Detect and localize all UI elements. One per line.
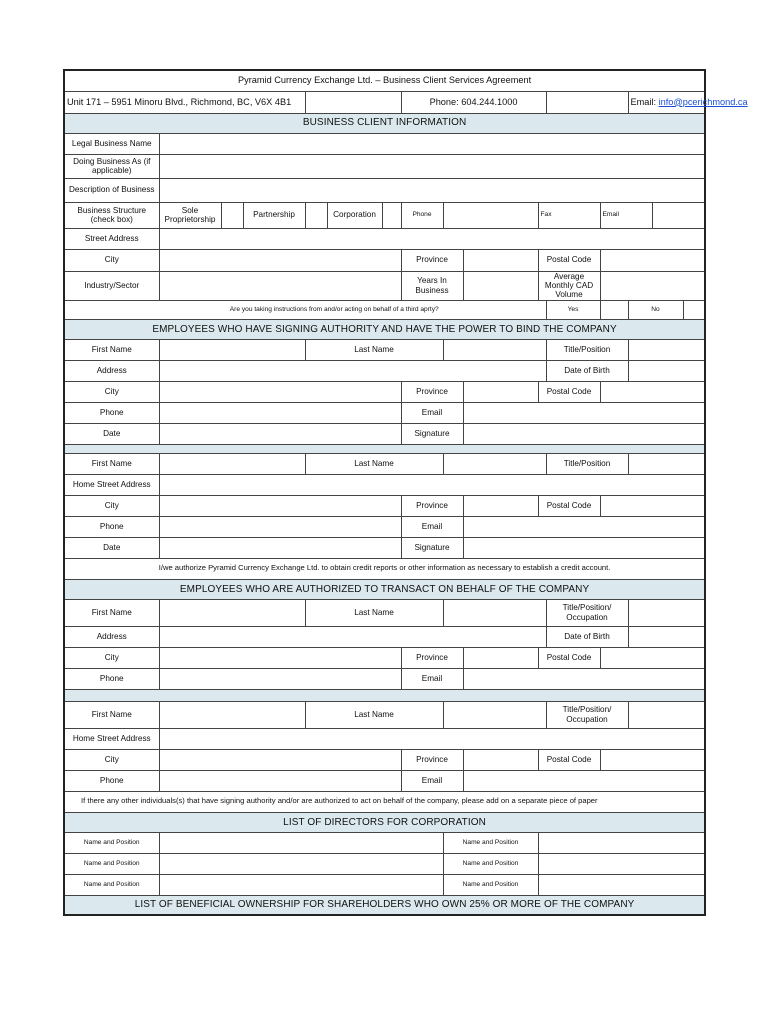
years-in-business-field[interactable] bbox=[463, 271, 538, 300]
address-label: Address bbox=[64, 626, 159, 647]
signature-field[interactable] bbox=[463, 537, 705, 558]
province-label: Province bbox=[401, 647, 463, 668]
postal-code-field[interactable] bbox=[600, 647, 705, 668]
email-label: Email: bbox=[630, 96, 657, 107]
date-of-birth-field[interactable] bbox=[628, 626, 705, 647]
title-position-field[interactable] bbox=[628, 339, 705, 360]
legal-business-name-field[interactable] bbox=[159, 133, 705, 154]
date-of-birth-label: Date of Birth bbox=[546, 360, 628, 381]
title-occupation-label: Title/Position/ Occupation bbox=[546, 599, 628, 626]
section-title-signing-authority: EMPLOYEES WHO HAVE SIGNING AUTHORITY AND HAVE THE POWER TO BIND THE COMPANY bbox=[64, 319, 705, 339]
phone-label: Phone bbox=[64, 516, 159, 537]
city-label: City bbox=[64, 495, 159, 516]
section-title-business-info: BUSINESS CLIENT INFORMATION bbox=[64, 113, 705, 133]
city-field[interactable] bbox=[159, 647, 401, 668]
director-name-position-label: Name and Position bbox=[443, 853, 538, 874]
email-label: Email bbox=[401, 402, 463, 423]
phone-field[interactable] bbox=[159, 402, 401, 423]
fax-label: Fax bbox=[538, 202, 600, 228]
director-name-position-field[interactable] bbox=[159, 874, 443, 895]
last-name-field[interactable] bbox=[443, 701, 546, 728]
email-link[interactable]: info@pcerichmond.ca bbox=[658, 96, 748, 107]
section-title-beneficial-ownership: LIST OF BENEFICIAL OWNERSHIP FOR SHAREHOLDERS WHO OWN 25% OR MORE OF THE COMPANY bbox=[64, 895, 705, 915]
business-email-field[interactable] bbox=[652, 202, 705, 228]
first-name-field[interactable] bbox=[159, 339, 305, 360]
header-blank-cell bbox=[305, 91, 401, 113]
postal-code-label: Postal Code bbox=[538, 249, 600, 271]
business-structure-label: Business Structure (check box) bbox=[64, 202, 159, 228]
yes-checkbox[interactable] bbox=[600, 300, 628, 319]
city-field[interactable] bbox=[159, 749, 401, 770]
section-title-authorized-employees: EMPLOYEES WHO ARE AUTHORIZED TO TRANSACT ON BEHALF OF THE COMPANY bbox=[64, 579, 705, 599]
sole-proprietorship-checkbox[interactable] bbox=[221, 202, 243, 228]
postal-code-field[interactable] bbox=[600, 381, 705, 402]
signature-label: Signature bbox=[401, 423, 463, 444]
credit-authorization-note: I/we authorize Pyramid Currency Exchange Ltd. to obtain credit reports or other information as necessary to establish a credit account. bbox=[64, 558, 705, 579]
avg-monthly-volume-field[interactable] bbox=[600, 271, 705, 300]
director-name-position-label: Name and Position bbox=[443, 832, 538, 853]
province-label: Province bbox=[401, 495, 463, 516]
first-name-label: First Name bbox=[64, 599, 159, 626]
home-street-address-field[interactable] bbox=[159, 474, 705, 495]
signature-label: Signature bbox=[401, 537, 463, 558]
postal-code-label: Postal Code bbox=[538, 381, 600, 402]
third-party-question: Are you taking instructions from and/or acting on behalf of a third aprty? bbox=[64, 300, 546, 319]
last-name-field[interactable] bbox=[443, 599, 546, 626]
separator-band bbox=[64, 689, 705, 701]
industry-sector-label: Industry/Sector bbox=[64, 271, 159, 300]
other-individuals-note: If there any other individuals(s) that have signing authority and/or are authorized to act on behalf of the company, please add on a separate piece of paper bbox=[64, 791, 705, 812]
title-occupation-label: Title/Position/ Occupation bbox=[546, 701, 628, 728]
province-label: Province bbox=[401, 749, 463, 770]
date-of-birth-field[interactable] bbox=[628, 360, 705, 381]
first-name-field[interactable] bbox=[159, 599, 305, 626]
home-street-address-label: Home Street Address bbox=[64, 474, 159, 495]
address-label: Address bbox=[64, 360, 159, 381]
director-name-position-field[interactable] bbox=[538, 853, 705, 874]
city-field[interactable] bbox=[159, 249, 401, 271]
dba-label: Doing Business As (if applicable) bbox=[64, 154, 159, 178]
province-field[interactable] bbox=[463, 647, 538, 668]
postal-code-label: Postal Code bbox=[538, 749, 600, 770]
province-label: Province bbox=[401, 381, 463, 402]
director-name-position-field[interactable] bbox=[538, 874, 705, 895]
title-position-label: Title/Position bbox=[546, 453, 628, 474]
last-name-label: Last Name bbox=[305, 453, 443, 474]
title-occupation-field[interactable] bbox=[628, 701, 705, 728]
legal-business-name-label: Legal Business Name bbox=[64, 133, 159, 154]
email-label: Email bbox=[401, 516, 463, 537]
last-name-label: Last Name bbox=[305, 339, 443, 360]
client-agreement-form bbox=[63, 69, 748, 916]
address-field[interactable] bbox=[159, 360, 546, 381]
postal-code-field[interactable] bbox=[600, 249, 705, 271]
avg-monthly-volume-label: Average Monthly CAD Volume bbox=[538, 271, 600, 300]
address-field[interactable] bbox=[159, 626, 546, 647]
form-title: Pyramid Currency Exchange Ltd. – Business Client Services Agreement bbox=[64, 70, 705, 91]
home-street-address-field[interactable] bbox=[159, 728, 705, 749]
province-field[interactable] bbox=[463, 381, 538, 402]
description-label: Description of Business bbox=[64, 178, 159, 202]
phone-field[interactable] bbox=[159, 770, 401, 791]
phone-label: Phone bbox=[64, 770, 159, 791]
company-phone: Phone: 604.244.1000 bbox=[401, 91, 546, 113]
dba-field[interactable] bbox=[159, 154, 705, 178]
agreement-table bbox=[63, 69, 748, 916]
phone-label: Phone bbox=[64, 668, 159, 689]
email-field[interactable] bbox=[463, 770, 705, 791]
street-address-label: Street Address bbox=[64, 228, 159, 249]
industry-sector-field[interactable] bbox=[159, 271, 401, 300]
date-field[interactable] bbox=[159, 423, 401, 444]
street-address-field[interactable] bbox=[159, 228, 705, 249]
email-field[interactable] bbox=[463, 668, 705, 689]
last-name-field[interactable] bbox=[443, 453, 546, 474]
city-label: City bbox=[64, 381, 159, 402]
director-name-position-label: Name and Position bbox=[443, 874, 538, 895]
company-address: Unit 171 – 5951 Minoru Blvd., Richmond, BC, V6X 4B1 bbox=[64, 91, 305, 113]
no-label: No bbox=[628, 300, 683, 319]
date-label: Date bbox=[64, 423, 159, 444]
postal-code-field[interactable] bbox=[600, 749, 705, 770]
first-name-label: First Name bbox=[64, 339, 159, 360]
first-name-label: First Name bbox=[64, 701, 159, 728]
last-name-label: Last Name bbox=[305, 701, 443, 728]
email-label: Email bbox=[401, 770, 463, 791]
director-name-position-label: Name and Position bbox=[64, 832, 159, 853]
province-label: Province bbox=[401, 249, 463, 271]
director-name-position-label: Name and Position bbox=[64, 853, 159, 874]
company-email bbox=[628, 91, 748, 113]
home-street-address-label: Home Street Address bbox=[64, 728, 159, 749]
corporation-label: Corporation bbox=[327, 202, 382, 228]
date-field[interactable] bbox=[159, 537, 401, 558]
province-field[interactable] bbox=[463, 495, 538, 516]
postal-code-field[interactable] bbox=[600, 495, 705, 516]
province-field[interactable] bbox=[463, 749, 538, 770]
date-label: Date bbox=[64, 537, 159, 558]
email-field[interactable] bbox=[463, 402, 705, 423]
first-name-field[interactable] bbox=[159, 453, 305, 474]
city-field[interactable] bbox=[159, 381, 401, 402]
last-name-label: Last Name bbox=[305, 599, 443, 626]
partnership-checkbox[interactable] bbox=[305, 202, 327, 228]
business-phone-label: Phone bbox=[401, 202, 443, 228]
separator-band bbox=[64, 444, 705, 453]
postal-code-label: Postal Code bbox=[538, 647, 600, 668]
date-of-birth-label: Date of Birth bbox=[546, 626, 628, 647]
phone-field[interactable] bbox=[159, 516, 401, 537]
director-name-position-field[interactable] bbox=[538, 832, 705, 853]
first-name-label: First Name bbox=[64, 453, 159, 474]
title-position-field[interactable] bbox=[628, 453, 705, 474]
director-name-position-field[interactable] bbox=[159, 832, 443, 853]
corporation-checkbox[interactable] bbox=[382, 202, 401, 228]
header-blank-cell-2 bbox=[546, 91, 628, 113]
yes-label: Yes bbox=[546, 300, 600, 319]
province-field[interactable] bbox=[463, 249, 538, 271]
title-occupation-field[interactable] bbox=[628, 599, 705, 626]
phone-label: Phone bbox=[64, 402, 159, 423]
partnership-label: Partnership bbox=[243, 202, 305, 228]
city-label: City bbox=[64, 749, 159, 770]
city-label: City bbox=[64, 249, 159, 271]
years-in-business-label: Years In Business bbox=[401, 271, 463, 300]
signature-field[interactable] bbox=[463, 423, 705, 444]
city-label: City bbox=[64, 647, 159, 668]
first-name-field[interactable] bbox=[159, 701, 305, 728]
city-field[interactable] bbox=[159, 495, 401, 516]
phone-field[interactable] bbox=[159, 668, 401, 689]
title-position-label: Title/Position bbox=[546, 339, 628, 360]
description-field[interactable] bbox=[159, 178, 705, 202]
no-checkbox[interactable] bbox=[683, 300, 705, 319]
sole-proprietorship-label: Sole Proprietorship bbox=[159, 202, 221, 228]
postal-code-label: Postal Code bbox=[538, 495, 600, 516]
email-label: Email bbox=[401, 668, 463, 689]
business-email-label: Email bbox=[600, 202, 652, 228]
last-name-field[interactable] bbox=[443, 339, 546, 360]
section-title-directors: LIST OF DIRECTORS FOR CORPORATION bbox=[64, 812, 705, 832]
director-name-position-label: Name and Position bbox=[64, 874, 159, 895]
email-field[interactable] bbox=[463, 516, 705, 537]
director-name-position-field[interactable] bbox=[159, 853, 443, 874]
business-phone-field[interactable] bbox=[443, 202, 538, 228]
